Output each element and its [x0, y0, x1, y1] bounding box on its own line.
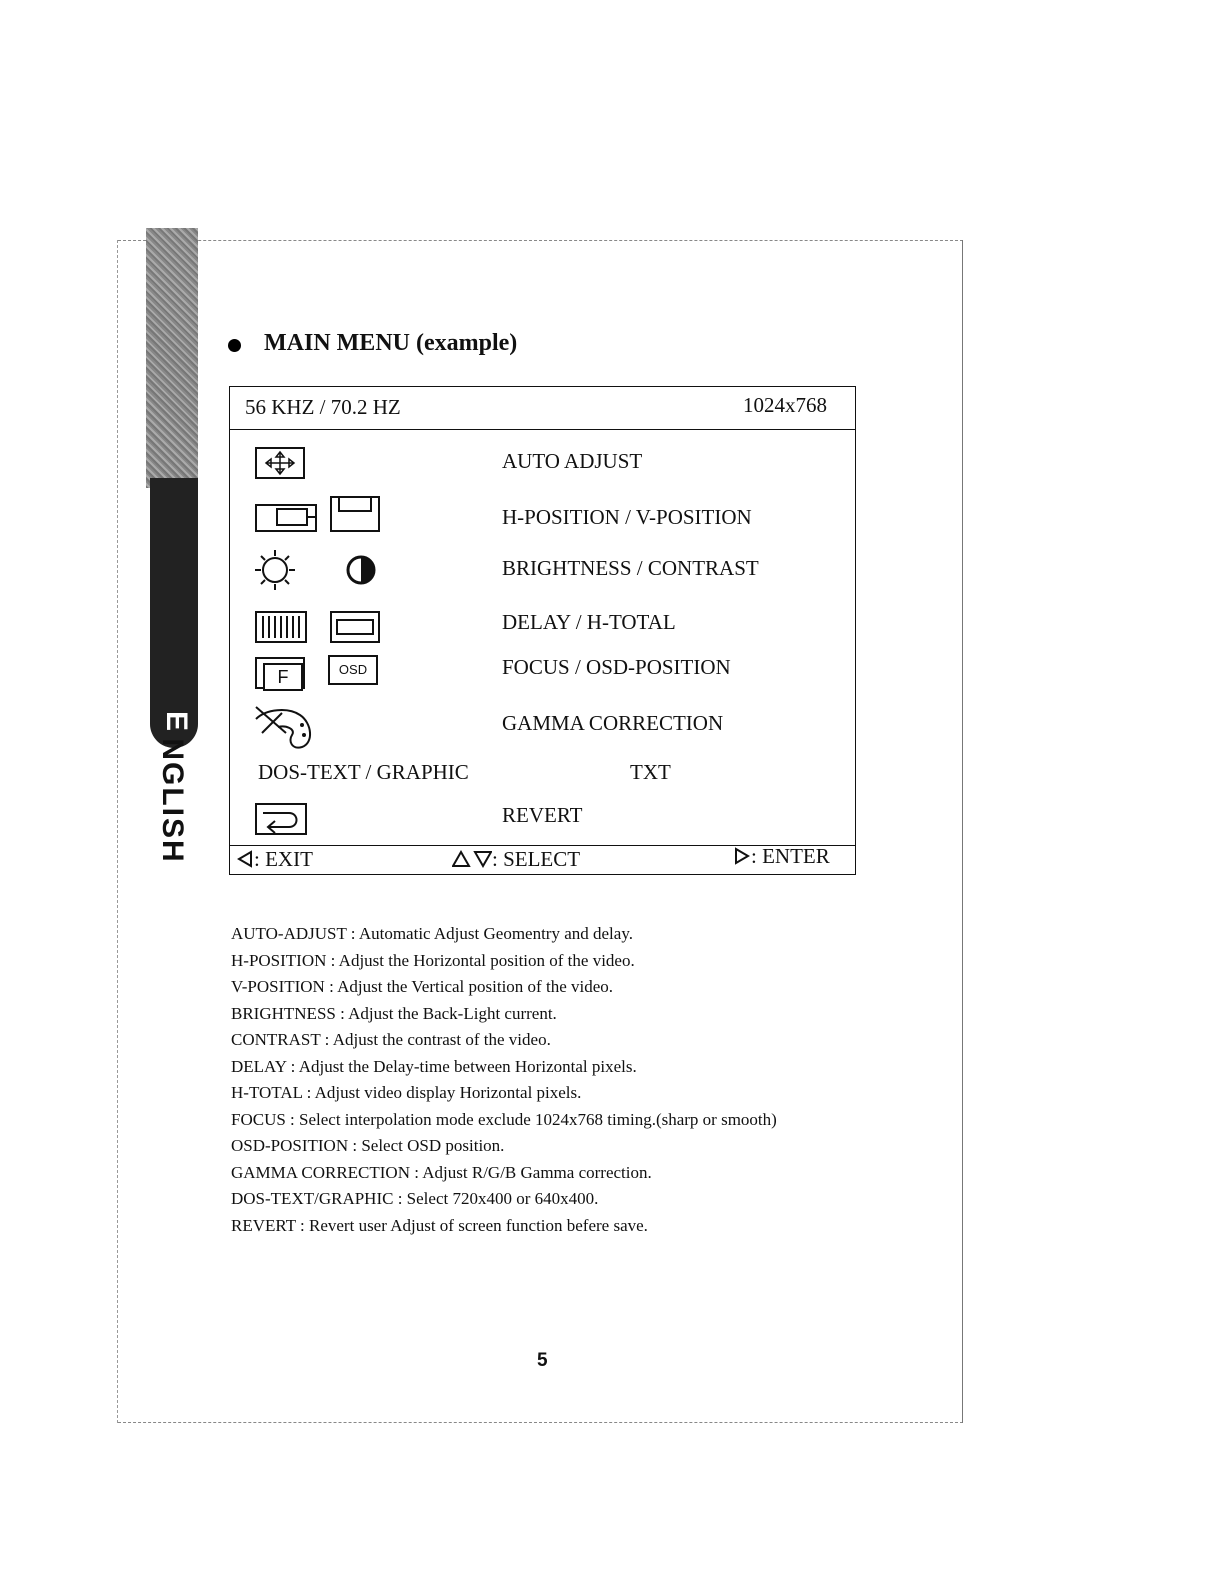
- description-line: GAMMA CORRECTION : Adjust R/G/B Gamma correction.: [231, 1162, 652, 1182]
- menu-item-revert[interactable]: REVERT: [502, 803, 583, 827]
- gamma-palette-icon: [252, 703, 316, 751]
- language-tab-initial: E: [160, 710, 193, 731]
- osd-frequency: 56 KHZ / 70.2 HZ: [245, 395, 401, 419]
- description-line: DELAY : Adjust the Delay-time between Horizontal pixels.: [231, 1056, 637, 1076]
- description-line: CONTRAST : Adjust the contrast of the video.: [231, 1030, 551, 1049]
- footer-exit[interactable]: [236, 847, 313, 872]
- description-line: H-POSITION : Adjust the Horizontal position of the video.: [231, 950, 635, 970]
- description-line: OSD-POSITION : Select OSD position.: [231, 1136, 505, 1155]
- footer-select-label: : SELECT: [492, 847, 581, 871]
- description-line: BRIGHTNESS : Adjust the Back-Light current.: [231, 1003, 557, 1023]
- focus-icon-label: F: [263, 663, 303, 691]
- description-line: REVERT : Revert user Adjust of screen function befere save.: [231, 1215, 648, 1235]
- left-arrow-icon: [236, 850, 254, 868]
- dos-text-value: TXT: [630, 760, 671, 784]
- footer-select[interactable]: [452, 847, 580, 872]
- page-heading: MAIN MENU (example): [264, 330, 518, 356]
- footer-enter[interactable]: [733, 844, 830, 869]
- function-descriptions: [231, 921, 951, 1239]
- focus-osd-icon: [255, 657, 307, 691]
- footer-exit-label: : EXIT: [254, 847, 313, 871]
- osd-footer: [230, 845, 855, 874]
- menu-item-h-v-position[interactable]: H-POSITION / V-POSITION: [502, 505, 752, 529]
- language-tab-label: NGLISH: [156, 738, 189, 864]
- brightness-contrast-icon: [255, 549, 379, 591]
- auto-adjust-icon: [255, 447, 307, 481]
- page-frame-left: [117, 240, 118, 1423]
- menu-item-focus-osd-position[interactable]: FOCUS / OSD-POSITION: [502, 655, 731, 679]
- delay-htotal-icon: [255, 611, 383, 643]
- page-frame-right: [962, 240, 963, 1423]
- menu-item-auto-adjust[interactable]: AUTO ADJUST: [502, 449, 643, 473]
- page-number: 5: [537, 1350, 548, 1371]
- menu-item-gamma-correction[interactable]: GAMMA CORRECTION: [502, 711, 724, 735]
- description-line: AUTO-ADJUST : Automatic Adjust Geomentry and delay.: [231, 924, 633, 943]
- description-line: FOCUS : Select interpolation mode exclude 1024x768 timing.(sharp or smooth): [231, 1109, 777, 1129]
- page-frame-top: [118, 240, 963, 241]
- menu-item-brightness-contrast[interactable]: BRIGHTNESS / CONTRAST: [502, 556, 759, 580]
- osd-status-bar: [230, 387, 855, 430]
- page-frame-bottom: [118, 1422, 963, 1423]
- right-arrow-icon: [733, 847, 751, 865]
- heading-bullet: [228, 339, 241, 352]
- description-line: H-TOTAL : Adjust video display Horizontal pixels.: [231, 1083, 582, 1102]
- osd-icon-label: OSD: [328, 655, 378, 685]
- language-tab-shading: [146, 228, 198, 488]
- menu-item-dos-text-graphic[interactable]: DOS-TEXT / GRAPHIC: [258, 760, 469, 784]
- footer-enter-label: : ENTER: [751, 844, 830, 868]
- description-line: V-POSITION : Adjust the Vertical position of the video.: [231, 977, 614, 996]
- up-down-arrow-icon: [452, 850, 492, 868]
- description-line: DOS-TEXT/GRAPHIC : Select 720x400 or 640x400.: [231, 1189, 599, 1208]
- revert-icon: [255, 803, 309, 837]
- language-tab: [146, 228, 198, 864]
- menu-item-delay-htotal[interactable]: DELAY / H-TOTAL: [502, 610, 676, 634]
- position-icon: [255, 495, 383, 533]
- osd-main-menu: [229, 386, 856, 875]
- osd-resolution: 1024x768: [743, 393, 827, 417]
